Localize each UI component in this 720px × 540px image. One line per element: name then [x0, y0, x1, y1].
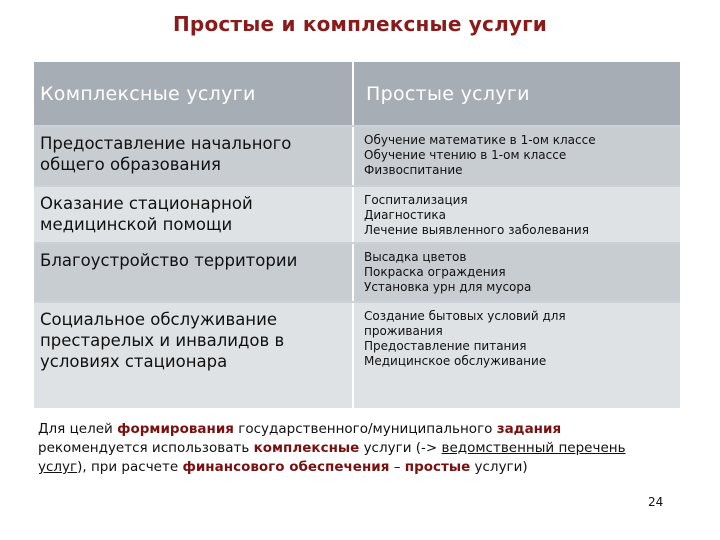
cell-line: общего образования — [40, 155, 221, 174]
note-text: услуги) — [470, 459, 528, 475]
cell-line: Предоставление начального — [40, 134, 292, 153]
cell-line: Обучение чтению в 1-ом классе — [364, 148, 567, 162]
complex-service-cell — [34, 303, 354, 408]
header-simple-services: Простые услуги — [366, 82, 530, 105]
table-row — [34, 187, 680, 242]
departmental-list-link[interactable]: ведомственный перечень услуг — [38, 440, 626, 475]
cell-line: Диагностика — [364, 208, 447, 222]
cell-line: Социальное обслуживание — [40, 310, 277, 329]
note-bold: комплексные — [253, 440, 360, 456]
table-header-row — [34, 62, 680, 125]
cell-line: медицинской помощи — [40, 215, 233, 234]
complex-service-cell — [34, 187, 354, 242]
cell-line: Оказание стационарной — [40, 194, 253, 213]
complex-service-cell — [34, 244, 354, 301]
page-number: 24 — [648, 495, 664, 509]
slide-title: Простые и комплексные услуги — [172, 12, 548, 36]
table-row — [34, 244, 680, 301]
note-bold: формирования — [117, 421, 234, 437]
note-text: ), при расчете — [77, 459, 183, 475]
cell-line: Госпитализация — [364, 193, 468, 207]
simple-services-cell — [354, 127, 680, 185]
cell-line: Предоставление питания — [364, 339, 527, 353]
services-table — [34, 62, 680, 408]
cell-line: условиях стационара — [40, 352, 228, 371]
cell-line: Медицинское обслуживание — [364, 354, 547, 368]
cell-line: проживания — [364, 324, 443, 338]
note-text: услуги (-> — [359, 440, 442, 456]
note-text: государственного/муниципального — [233, 421, 497, 437]
cell-line: Благоустройство территории — [40, 251, 298, 270]
table-row — [34, 127, 680, 185]
complex-service-cell — [34, 127, 354, 185]
header-complex-services: Комплексные услуги — [34, 62, 354, 125]
simple-services-cell — [354, 303, 680, 408]
note-bold: финансового обеспечения — [182, 459, 390, 475]
note-bold: простые — [404, 459, 471, 475]
cell-line: Лечение выявленного заболевания — [364, 223, 589, 237]
note-text: Для целей — [38, 421, 118, 437]
simple-services-cell — [354, 244, 680, 301]
cell-line: Покраска ограждения — [364, 265, 506, 279]
cell-line: Создание бытовых условий для — [364, 309, 566, 323]
note-bold: задания — [496, 421, 562, 437]
note-text: – — [389, 459, 405, 475]
cell-line: Высадка цветов — [364, 250, 467, 264]
note-text: рекомендуется использовать — [38, 440, 254, 456]
table-row — [34, 303, 680, 408]
simple-services-cell — [354, 187, 680, 242]
cell-line: престарелых и инвалидов в — [40, 331, 285, 350]
cell-line: Обучение математике в 1-ом классе — [364, 133, 596, 147]
footnote-text — [38, 420, 658, 477]
cell-line: Установка урн для мусора — [364, 280, 532, 294]
cell-line: Физвоспитание — [364, 163, 463, 177]
